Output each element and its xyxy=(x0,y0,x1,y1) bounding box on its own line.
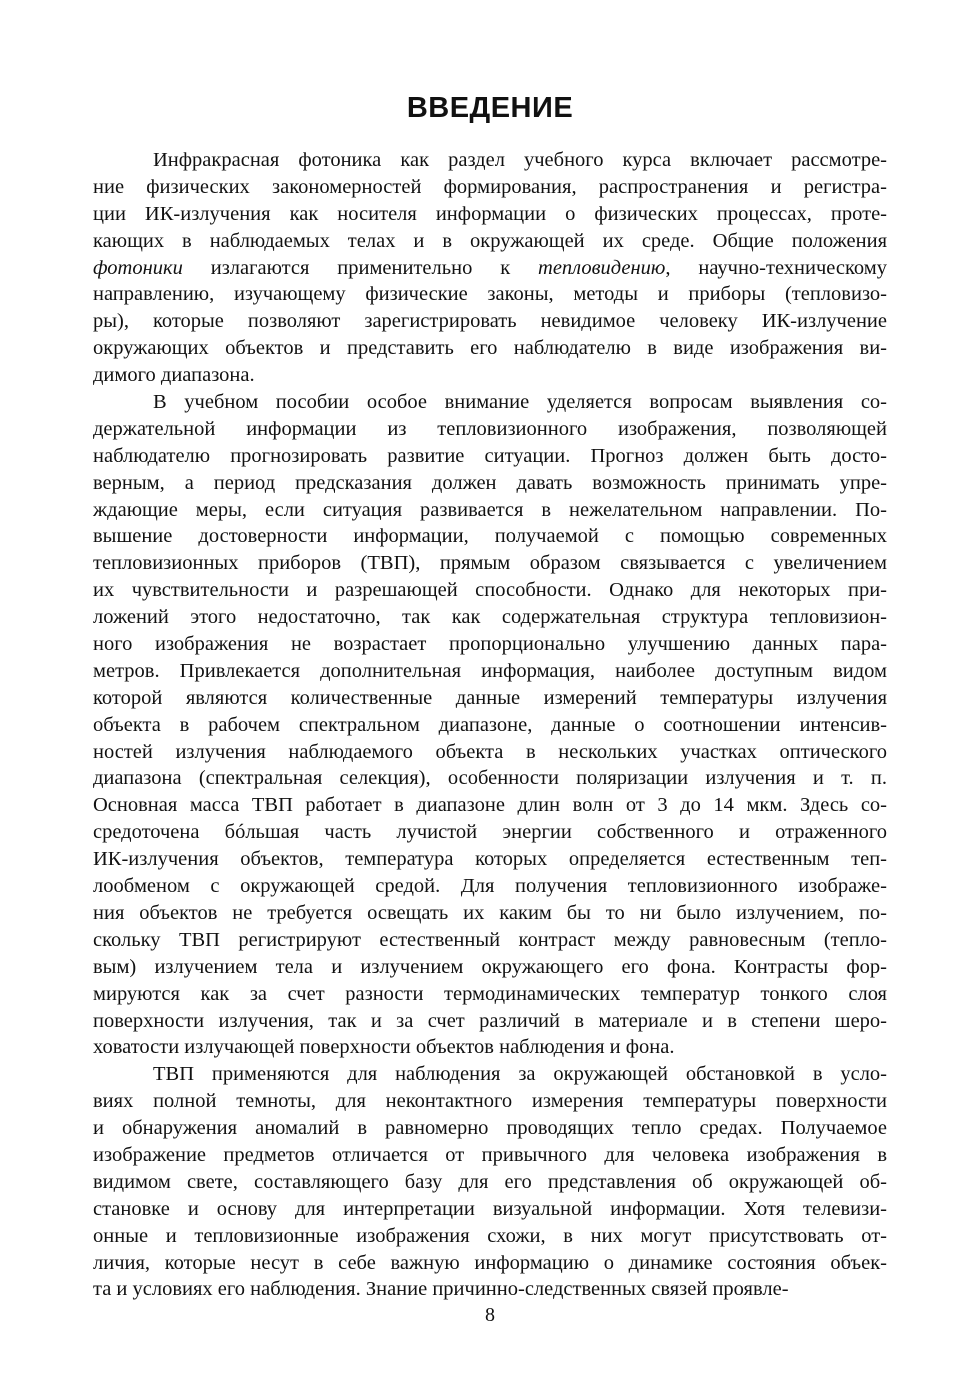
text-line: диапазона (спектральная селекция), особенности поляризации излучения и т. п. xyxy=(93,767,887,790)
text-line: ТВП применяются для наблюдения за окружающей обстановкой в усло- xyxy=(153,1063,887,1086)
italic-term: фотоники xyxy=(93,256,183,279)
text-line: мируются как за счет разности термодинамических температур тонкого слоя xyxy=(93,982,887,1005)
text-line: кающих в наблюдаемых телах и в окружающей их среде. Общие положения xyxy=(93,229,887,252)
section-title: ВВЕДЕНИЕ xyxy=(406,92,574,124)
text-line xyxy=(93,255,887,282)
text-line: ложений этого недостаточно, так как содержательная структура тепловизион- xyxy=(93,606,887,629)
page-number: 8 xyxy=(485,1304,495,1326)
text-line: тепловизионных приборов (ТВП), прямым образом связывается с увеличением xyxy=(93,552,887,575)
text-span: , научно-техническому xyxy=(665,256,887,279)
text-line: ИК-излучения объектов, температура которых определяется естественным теп- xyxy=(93,848,887,871)
text-line: лообменом с окружающей средой. Для получения тепловизионного изображе- xyxy=(93,875,887,898)
text-line: которой являются количественные данные измерений температуры излучения xyxy=(93,686,887,709)
text-line: ние физических закономерностей формирования, распространения и регистра- xyxy=(93,175,887,198)
text-line: поверхности излучения, так и за счет различий в материале и в степени шеро- xyxy=(93,1009,887,1032)
text-line: верным, а период предсказания должен давать возможность принимать упре- xyxy=(93,471,887,494)
text-line: ховатости излучающей поверхности объектов наблюдения и фона. xyxy=(93,1036,675,1059)
text-line: ностей излучения наблюдаемого объекта в нескольких участках оптического xyxy=(93,740,887,763)
paragraph-1 xyxy=(93,147,887,389)
text-line: виях полной темноты, для неконтактного измерения температуры поверхности xyxy=(93,1090,887,1113)
text-line: и обнаружения аномалий в равномерно проводящих тепло средах. Получаемое xyxy=(93,1117,887,1140)
text-line: ного изображения не возрастает пропорционально улучшению данных пара- xyxy=(93,633,887,656)
text-line: объекта в рабочем спектральном диапазоне, данные о соотношении интенсив- xyxy=(93,713,887,736)
text-line: ждающие меры, если ситуация развивается в нежелательном направлении. По- xyxy=(93,498,887,521)
text-line: ции ИК-излучения как носителя информации о физических процессах, проте- xyxy=(93,202,887,225)
text-line: онные и тепловизионные изображения схожи, в них могут присутствовать от- xyxy=(93,1224,887,1247)
paragraph-3 xyxy=(93,1061,887,1303)
text-line: личия, которые несут в себе важную информацию о динамике состояния объек- xyxy=(93,1251,887,1274)
text-line: вышение достоверности информации, получаемой с помощью современных xyxy=(93,525,887,548)
text-line: Инфракрасная фотоника как раздел учебного курса включает рассмотре- xyxy=(153,149,887,171)
text-line: окружающих объектов и представить его наблюдателю в виде изображения ви- xyxy=(93,337,887,360)
text-line: В учебном пособии особое внимание уделяется вопросам выявления со- xyxy=(153,391,887,414)
text-line: средоточена бóльшая часть лучистой энергии собственного и отраженного xyxy=(93,821,887,844)
text-line: видимом свете, составляющего базу для его представления об окружающей об- xyxy=(93,1170,887,1193)
text-line: та и условиях его наблюдения. Знание причинно-следственных связей проявле- xyxy=(93,1278,789,1301)
text-line: их чувствительности и разрешающей способности. Однако для некоторых при- xyxy=(93,579,887,602)
text-line: становке и основу для интерпретации визуальной информации. Хотя телевизи- xyxy=(93,1197,887,1220)
text-line: димого диапазона. xyxy=(93,364,255,387)
text-line: вым) излучением тела и излучением окружающего его фона. Контрасты фор- xyxy=(93,955,887,978)
text-line: изображение предметов отличается от привычного для человека изображения в xyxy=(93,1143,887,1166)
text-line: ния объектов не требуется освещать их каким бы то ни было излучением, по- xyxy=(93,901,887,924)
text-line: метров. Привлекается дополнительная информация, наиболее доступным видом xyxy=(93,659,887,682)
text-span: излагаются применительно к xyxy=(182,256,539,279)
text-line: скольку ТВП регистрируют естественный контраст между равновесным (тепло- xyxy=(93,928,887,951)
text-line: направлению, изучающему физические законы, методы и приборы (тепловизо- xyxy=(93,283,887,306)
paragraph-2 xyxy=(93,389,887,1061)
body-text xyxy=(93,147,887,1303)
text-line: ры), которые позволяют зарегистрировать невидимое человеку ИК-излучение xyxy=(93,310,887,333)
italic-term: тепловидению xyxy=(538,256,666,279)
text-line: держательной информации из тепловизионного изображения, позволяющей xyxy=(93,417,887,440)
text-line: Основная масса ТВП работает в диапазоне длин волн от 3 до 14 мкм. Здесь со- xyxy=(93,794,887,817)
text-line: наблюдателю прогнозировать развитие ситуации. Прогноз должен быть досто- xyxy=(93,444,887,467)
